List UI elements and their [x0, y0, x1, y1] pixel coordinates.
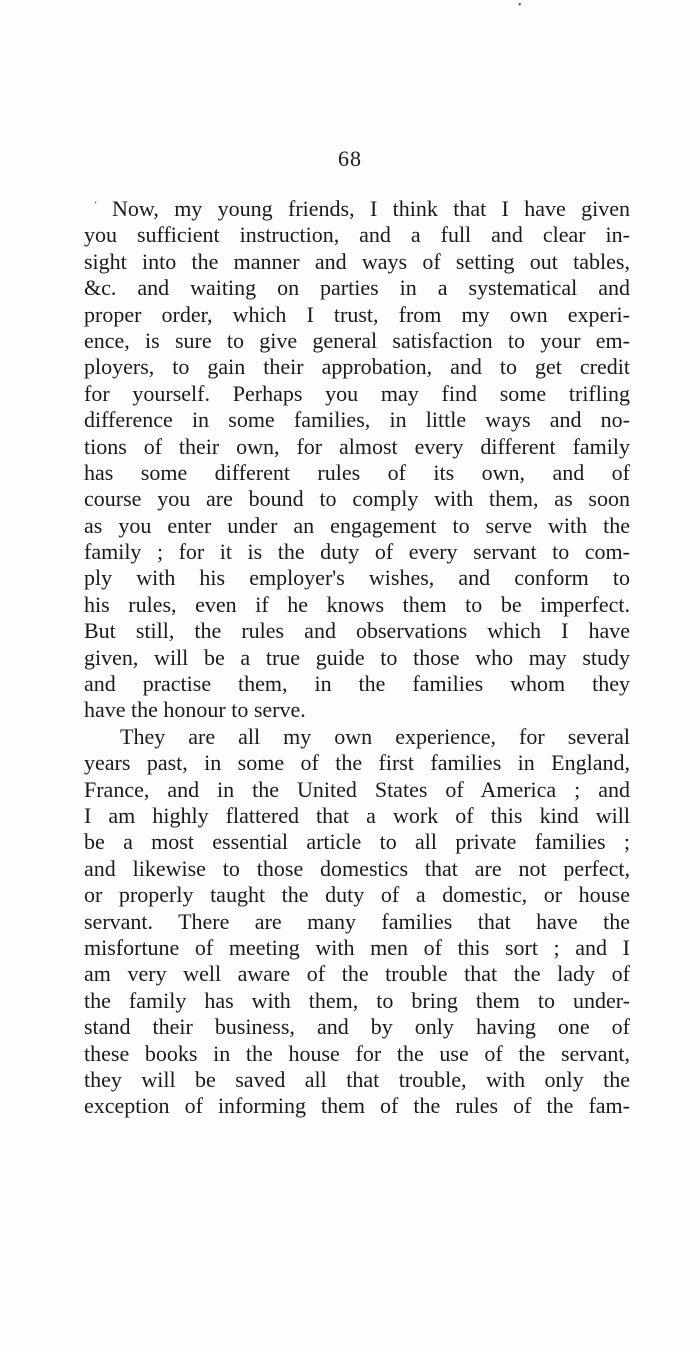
text-line: the family has with them, to bring them to under-	[84, 987, 630, 1013]
page-number: 68	[338, 146, 362, 171]
text-line: his rules, even if he knows them to be imperfect.	[84, 591, 630, 617]
text-line: France, and in the United States of America ; and	[84, 776, 630, 802]
text-line: sight into the manner and ways of setting out tables,	[84, 248, 630, 274]
text-line: and likewise to those domestics that are not perfect,	[84, 855, 630, 881]
text-line: family ; for it is the duty of every servant to com-	[84, 539, 630, 565]
text-line: But still, the rules and observations which I have	[84, 618, 630, 644]
text-line: have the honour to serve.	[84, 697, 306, 723]
text-line: am very well aware of the trouble that the lady of	[84, 961, 630, 987]
text-line: be a most essential article to all private families ;	[84, 829, 630, 855]
text-line: and practise them, in the families whom they	[84, 671, 630, 697]
text-line: they will be saved all that trouble, with only the	[84, 1066, 630, 1092]
text-line: has some different rules of its own, and of	[84, 459, 630, 485]
text-line: or properly taught the duty of a domestic, or house	[84, 882, 630, 908]
text-line: as you enter under an engagement to serve with the	[84, 512, 630, 538]
text-line: proper order, which I trust, from my own experi-	[84, 301, 630, 327]
text-line: &c. and waiting on parties in a systematical and	[84, 275, 630, 301]
text-line: you sufficient instruction, and a full and clear in-	[84, 222, 630, 248]
body-text	[84, 196, 630, 1120]
text-line: years past, in some of the first families in England,	[84, 750, 630, 776]
text-line: exception of informing them of the rules of the fam-	[84, 1093, 630, 1119]
text-line: They are all my own experience, for several	[120, 723, 630, 749]
print-speck: •	[518, 0, 522, 11]
text-line: ployers, to gain their approbation, and to get credit	[84, 354, 630, 380]
text-line: difference in some families, in little ways and no-	[84, 407, 630, 433]
text-line: tions of their own, for almost every different family	[84, 433, 630, 459]
text-line: ply with his employer's wishes, and conform to	[84, 565, 630, 591]
text-line: Now, my young friends, I think that I have given	[112, 196, 630, 221]
text-line: stand their business, and by only having one of	[84, 1014, 630, 1040]
text-line: for yourself. Perhaps you may find some trifling	[84, 380, 630, 406]
print-mark: ‘	[94, 200, 98, 211]
text-line: given, will be a true guide to those who may study	[84, 644, 630, 670]
text-line: ence, is sure to give general satisfaction to your em-	[84, 327, 630, 353]
text-line: course you are bound to comply with them, as soon	[84, 486, 630, 512]
text-line: misfortune of meeting with men of this sort ; and I	[84, 934, 630, 960]
text-line: servant. There are many families that have the	[84, 908, 630, 934]
text-line: these books in the house for the use of the servant,	[84, 1040, 630, 1066]
text-line: I am highly flattered that a work of this kind will	[84, 802, 630, 828]
